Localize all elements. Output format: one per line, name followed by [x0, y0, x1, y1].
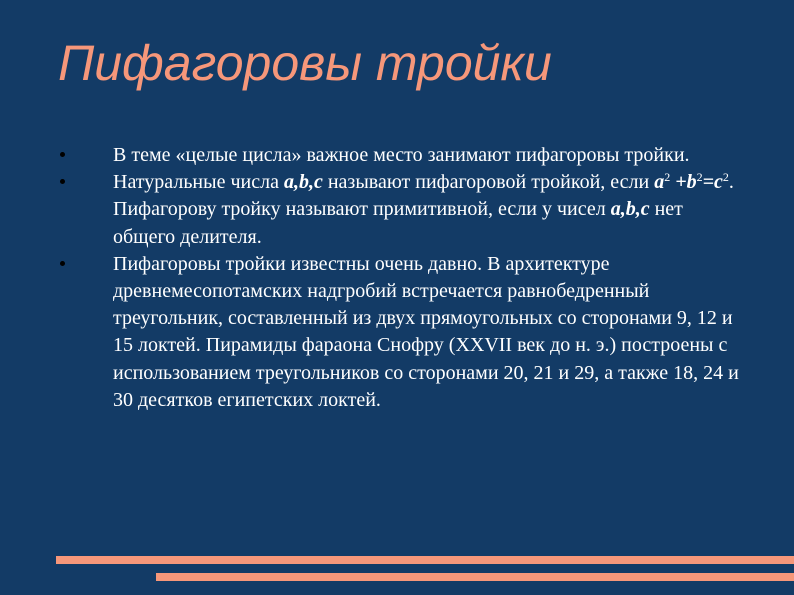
bullet-item-2: [60, 169, 740, 251]
text-run: называют пифагоровой тройкой, если: [322, 171, 655, 194]
formula-a: a: [654, 171, 665, 194]
decorative-bar-top: [56, 556, 794, 564]
decorative-bar-bottom: [156, 573, 794, 581]
bullet-text: [113, 169, 740, 251]
text-run: Натуральные числа: [113, 171, 284, 194]
formula-equals-c: =c: [702, 171, 723, 194]
text-run: нет общего делителя.: [113, 198, 683, 248]
slide-title: Пифагоровы тройки: [58, 35, 552, 91]
bullet-list: [60, 142, 740, 414]
bullet-dot-icon: [60, 152, 65, 157]
bullet-text: В теме «целые цисла» важное место занимают пифагоровы тройки.: [113, 144, 690, 166]
bullet-text: Пифагоровы тройки известны очень давно. В архитектуре древнемесопотамских надгробий встречается равнобедренный треугольник, составленный из двух прямоугольных со сторонами 9, 12 и 15 локтей. Пирамиды фараона Снофру (XXVII век до н. э.) построены с использованием треугольников со сторонами 20, 21 и 29, а также 18, 24 и 30 десятков египетских локтей.: [113, 252, 739, 411]
text-run: . Пифагорову тройку называют примитивной, если у чисел: [113, 171, 734, 221]
exponent: 2: [664, 170, 671, 185]
bullet-dot-icon: [60, 179, 65, 184]
variables-abc: a,b,c: [283, 171, 323, 194]
exponent: 2: [722, 170, 729, 185]
variables-abc: a,b,c: [610, 198, 650, 221]
bullet-item-1: [60, 142, 740, 169]
exponent: 2: [696, 170, 703, 185]
formula-plus-b: +b: [670, 171, 697, 194]
bullet-dot-icon: [60, 261, 65, 266]
bullet-item-3: [60, 251, 740, 414]
